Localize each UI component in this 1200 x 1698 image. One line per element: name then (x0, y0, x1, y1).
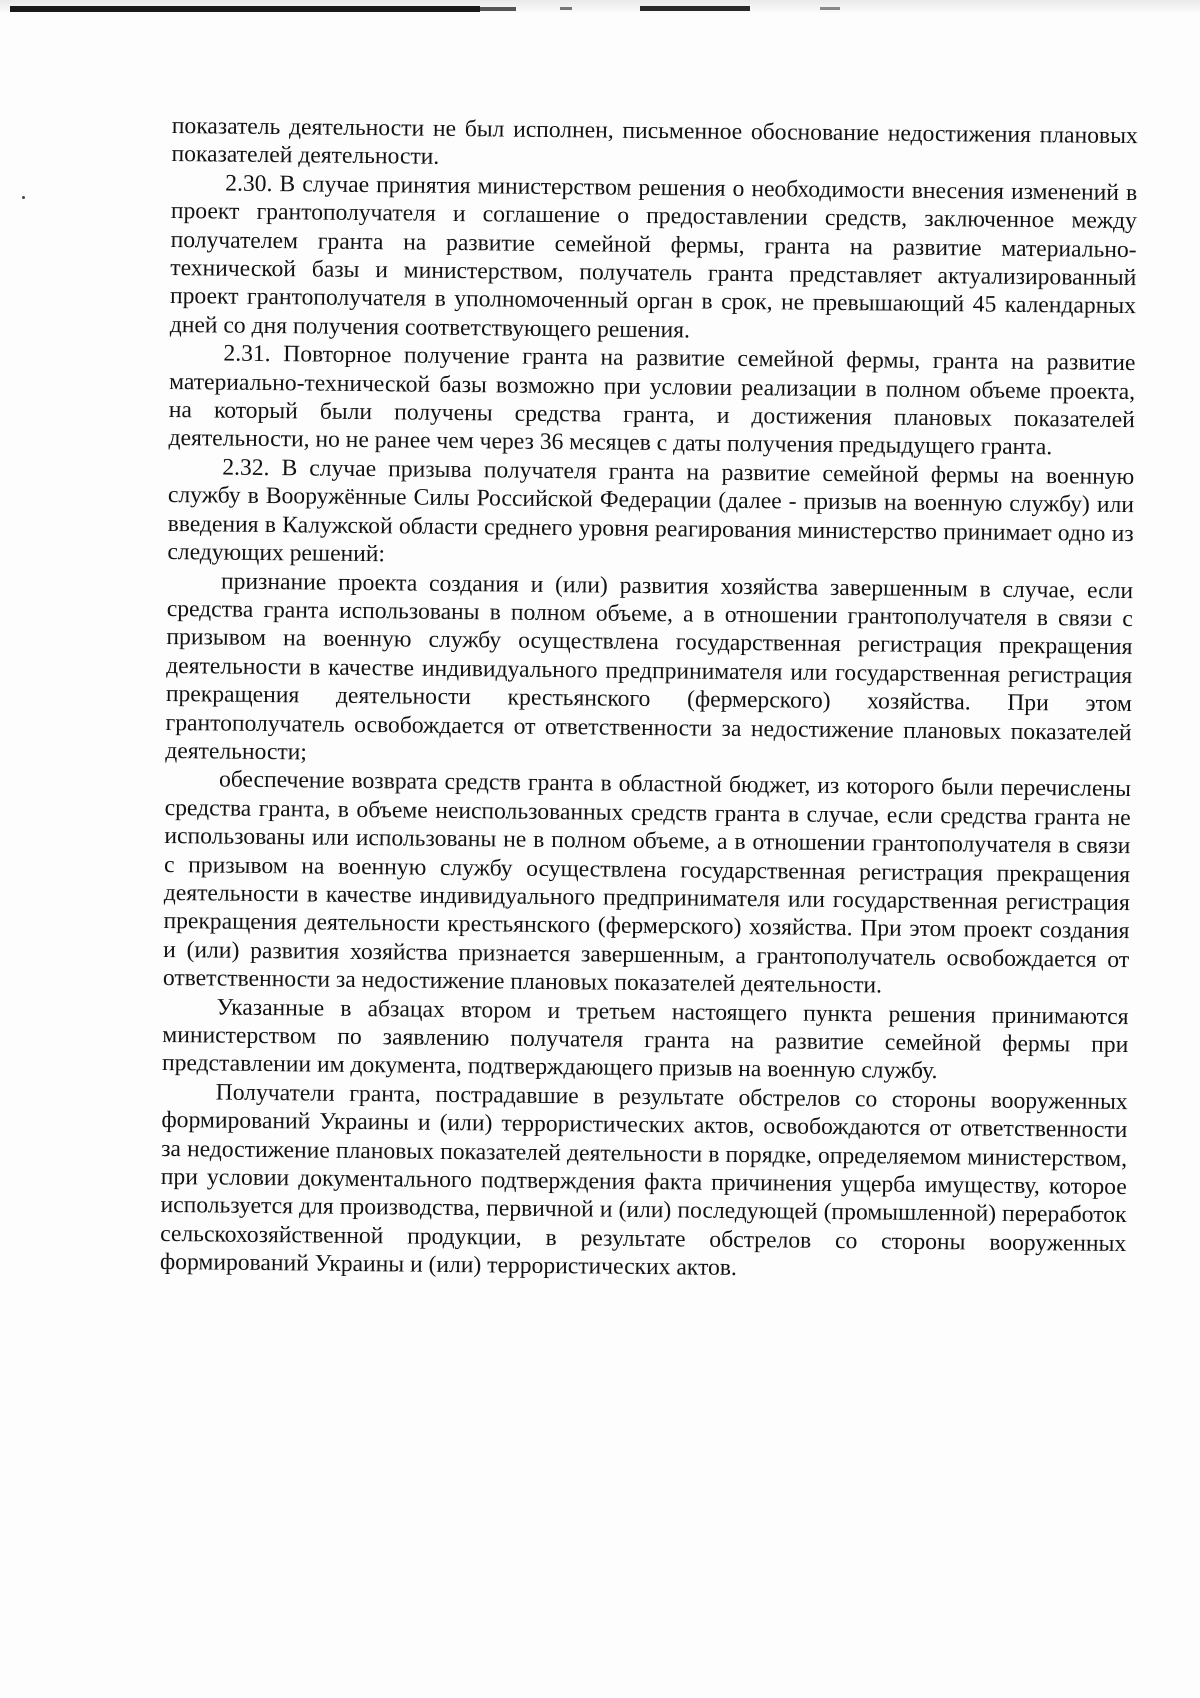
document-body (160, 112, 1138, 1287)
paragraph-decisions: Указанные в абзацах втором и третьем настоящего пункта решения принимаются министерством по заявлению получателя гранта на развитие семейной фермы при представлении им документа, подтверждающего призыв на военную службу. (161, 994, 1129, 1085)
paragraph-recipients: Получатели гранта, пострадавшие в результате обстрелов со стороны вооруженных формирований Украины и (или) террористических актов, освобождаются от ответственности за недостижение плановых показателей деятельности в порядке, определяемом министерством, при условии документального подтверждения факта причинения ущерба имуществу, которое используется для производства, первичной и (или) последующей (промышленной) переработок сельскохозяйственной продукции, в результате обстрелов со стороны вооруженных формирований Украины и (или) террористических актов. (159, 1079, 1128, 1282)
paragraph-return: обеспечение возврата средств гранта в областной бюджет, из которого были перечислены средства гранта, в объеме неиспользованных средств гранта в случае, если средства гранта не использованы или использованы не в полном объеме, а в отношении грантополучателя в связи с призывом на военную службу осуществлена государственная регистрация прекращения деятельности в качестве индивидуального предпринимателя или государственная регистрация прекращения деятельности крестьянского (фермерского) хозяйства. При этом проект создания и (или) развития хозяйства признается завершенным, а грантополучатель освобождается от ответственности за недостижение плановых показателей деятельности. (162, 766, 1132, 999)
paragraph-continuation: показатель деятельности не был исполнен, письменное обоснование недостижения плановых показателей деятельности. (171, 112, 1138, 171)
scan-artifact-bar (820, 7, 840, 10)
scan-artifact-bar (480, 7, 516, 11)
scan-speck (22, 196, 25, 199)
paragraph-2-32: 2.32. В случае призыва получателя гранта на развитие семейной фермы на военную службу в Вооружённые Силы Российской Федерации (далее - призыв на военную службу) или введения в Калужской области среднего уровня реагирования министерство принимает одно из следующих решений: (167, 454, 1135, 568)
scan-artifact-bar (640, 6, 750, 11)
scan-artifact-bar (10, 6, 480, 12)
scan-top-edge (0, 0, 1200, 14)
paragraph-recognition: признание проекта создания и (или) развития хозяйства завершенным в случае, если средства гранта использованы в полном объеме, а в отношении грантополучателя в связи с призывом на военную службу осуществлена государственная регистрация прекращения деятельности в качестве индивидуального предпринимателя или государственная регистрация прекращения деятельности крестьянского (фермерского) хозяйства. При этом грантополучатель освобождается от ответственности за недостижение плановых показателей деятельности; (165, 568, 1134, 766)
paragraph-2-30: 2.30. В случае принятия министерством решения о необходимости внесения изменений в проект грантополучателя и соглашение о предоставлении средств, заключенное между получателем гранта на развитие семейной фермы, гранта на развитие материально-технической базы и министерством, получатель гранта представляет актуализированный проект грантополучателя в уполномоченный орган в срок, не превышающий 45 календарных дней со дня получения соответствующего решения. (169, 170, 1138, 344)
paragraph-2-31: 2.31. Повторное получение гранта на развитие семейной фермы, гранта на развитие материально-технической базы возможно при условии реализации в полном объеме проекта, на который были получены средства гранта, и достижения плановых показателей деятельности, но не ранее чем через 36 месяцев с даты получения предыдущего гранта. (168, 340, 1136, 461)
scan-artifact-bar (560, 7, 572, 10)
